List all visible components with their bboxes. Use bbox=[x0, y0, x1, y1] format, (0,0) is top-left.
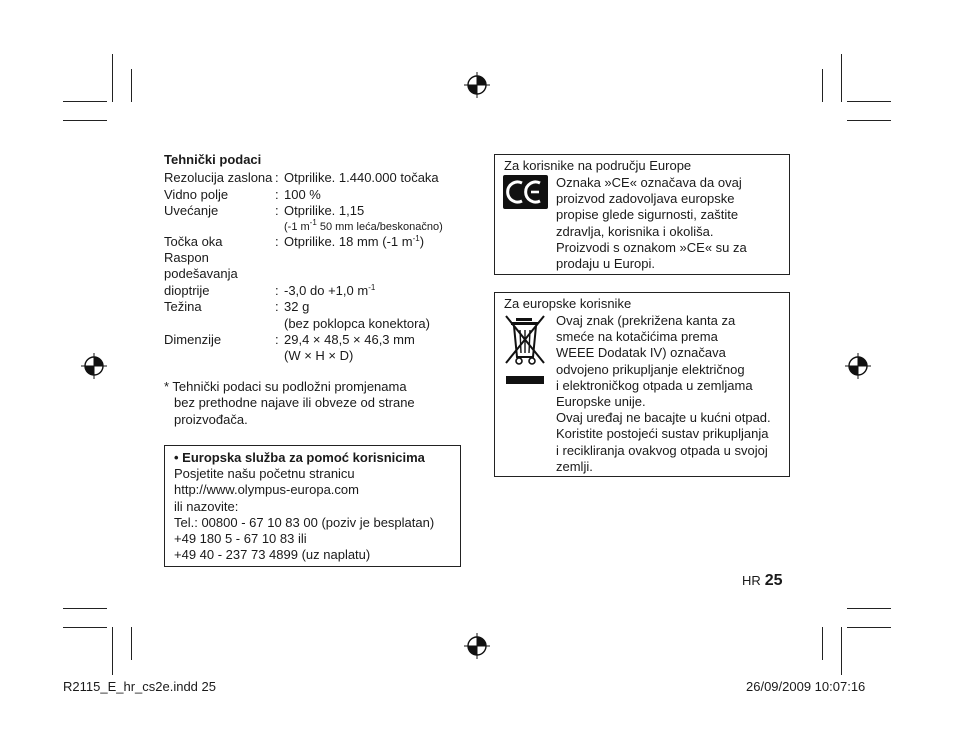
spec-colon: : bbox=[275, 203, 279, 219]
weee-line: Europske unije. bbox=[556, 394, 646, 410]
spec-row bbox=[164, 332, 474, 348]
spec-row bbox=[164, 217, 474, 234]
support-phone: Tel.: 00800 - 67 10 83 00 (poziv je besplatan) bbox=[174, 514, 435, 530]
spec-value: 100 % bbox=[284, 186, 321, 202]
page-lang: HR bbox=[742, 573, 761, 588]
weee-line: i recikliranja ovakvog otpada u svojoj bbox=[556, 442, 768, 458]
weee-line: Ovaj uređaj ne bacajte u kućni otpad. bbox=[556, 410, 771, 426]
footnote-line: * Tehnički podaci su podložni promjenama bbox=[164, 379, 407, 394]
spec-row bbox=[164, 250, 474, 266]
registration-mark-bottom-icon bbox=[464, 633, 490, 659]
spec-colon: : bbox=[275, 282, 279, 298]
spec-value: 29,4 × 48,5 × 46,3 mm bbox=[284, 331, 415, 347]
support-line: ili nazovite: bbox=[174, 498, 239, 514]
ce-line: Oznaka »CE« označava da ovaj bbox=[556, 175, 742, 190]
footer-filename: R2115_E_hr_cs2e.indd 25 bbox=[63, 679, 216, 694]
spec-row bbox=[164, 234, 474, 250]
ce-line: zdravlja, korisnika i okoliša. bbox=[556, 223, 714, 239]
weee-line: WEEE Dodatak IV) označava bbox=[556, 345, 726, 361]
ce-line: proizvod zadovoljava europske bbox=[556, 191, 735, 207]
weee-line: Koristite postojeći sustav prikupljanja bbox=[556, 426, 769, 442]
spec-label: dioptrije bbox=[164, 282, 210, 298]
footnote-line: proizvođača. bbox=[174, 411, 248, 427]
spec-row bbox=[164, 283, 474, 299]
spec-value: Otprilike. 1,15 bbox=[284, 203, 365, 219]
spec-label: Težina bbox=[164, 299, 202, 315]
spec-value: Otprilike. 1.440.000 točaka bbox=[284, 170, 439, 186]
spec-value: (W × H × D) bbox=[284, 348, 354, 364]
spec-label: podešavanja bbox=[164, 266, 238, 282]
spec-colon: : bbox=[275, 170, 279, 186]
page-num: 25 bbox=[764, 572, 783, 589]
spec-value: -3,0 do +1,0 $m^{-1}$ bbox=[284, 282, 376, 298]
specs-footnote bbox=[164, 379, 415, 428]
support-title: • Europska služba za pomoć korisnicima bbox=[174, 450, 425, 465]
spec-value: Otprilike. 18 mm (-1 $m^{-1}$) bbox=[284, 233, 425, 249]
support-phone: +49 180 5 - 67 10 83 ili bbox=[174, 531, 307, 547]
crossed-bin-icon bbox=[504, 313, 546, 385]
spec-value: 32 g bbox=[284, 299, 310, 315]
ce-line: Proizvodi s oznakom »CE« su za bbox=[556, 239, 747, 255]
weee-line: odvojeno prikupljanje električnog bbox=[556, 361, 745, 377]
weee-line: smeće na kotačićima prema bbox=[556, 329, 718, 345]
registration-mark-right-icon bbox=[845, 353, 871, 379]
weee-line: Ovaj znak (prekrižena kanta za bbox=[556, 313, 736, 328]
support-phone: +49 40 - 237 73 4899 (uz naplatu) bbox=[174, 547, 371, 563]
spec-label: Vidno polje bbox=[164, 186, 229, 202]
page-number bbox=[742, 572, 783, 590]
weee-line: i elektroničkog otpada u zemljama bbox=[556, 377, 753, 393]
spec-row bbox=[164, 299, 474, 315]
spec-value: (-1 $m^{-1}$ 50 mm leća/beskonačno) bbox=[284, 217, 443, 233]
spec-row bbox=[164, 266, 474, 282]
footnote-line: bez prethodne najave ili obveze od strane bbox=[174, 395, 415, 411]
spec-value: (bez poklopca konektora) bbox=[284, 315, 430, 331]
spec-row bbox=[164, 187, 474, 203]
ce-heading: Za korisnike na području Europe bbox=[504, 158, 692, 173]
weee-heading: Za europske korisnike bbox=[504, 296, 632, 311]
technical-specs bbox=[164, 152, 474, 365]
spec-row bbox=[164, 203, 474, 219]
spec-label: Raspon bbox=[164, 249, 209, 265]
weee-line: zemlji. bbox=[556, 458, 593, 474]
spec-label: Dimenzije bbox=[164, 331, 222, 347]
support-box bbox=[164, 445, 461, 567]
ce-text bbox=[556, 175, 747, 272]
spec-row bbox=[164, 170, 474, 186]
footer-datetime: 26/09/2009 10:07:16 bbox=[746, 679, 866, 694]
specs-title: Tehnički podaci bbox=[164, 152, 262, 167]
spec-row bbox=[164, 316, 474, 332]
spec-colon: : bbox=[275, 299, 279, 315]
weee-text bbox=[556, 313, 771, 475]
ce-line: propise glede sigurnosti, zaštite bbox=[556, 207, 739, 223]
spec-row bbox=[164, 348, 474, 364]
registration-mark-left-icon bbox=[81, 353, 107, 379]
spec-colon: : bbox=[275, 186, 279, 202]
spec-colon: : bbox=[275, 331, 279, 347]
spec-label: Uvećanje bbox=[164, 203, 219, 219]
spec-label: Točka oka bbox=[164, 233, 223, 249]
support-url[interactable]: http://www.olympus-europa.com bbox=[174, 482, 359, 498]
support-line: Posjetite našu početnu stranicu bbox=[174, 466, 355, 482]
registration-mark-top-icon bbox=[464, 72, 490, 98]
ce-mark-icon bbox=[503, 175, 548, 209]
spec-colon: : bbox=[275, 233, 279, 249]
spec-label: Rezolucija zaslona bbox=[164, 170, 273, 186]
ce-line: prodaju u Europi. bbox=[556, 256, 656, 272]
